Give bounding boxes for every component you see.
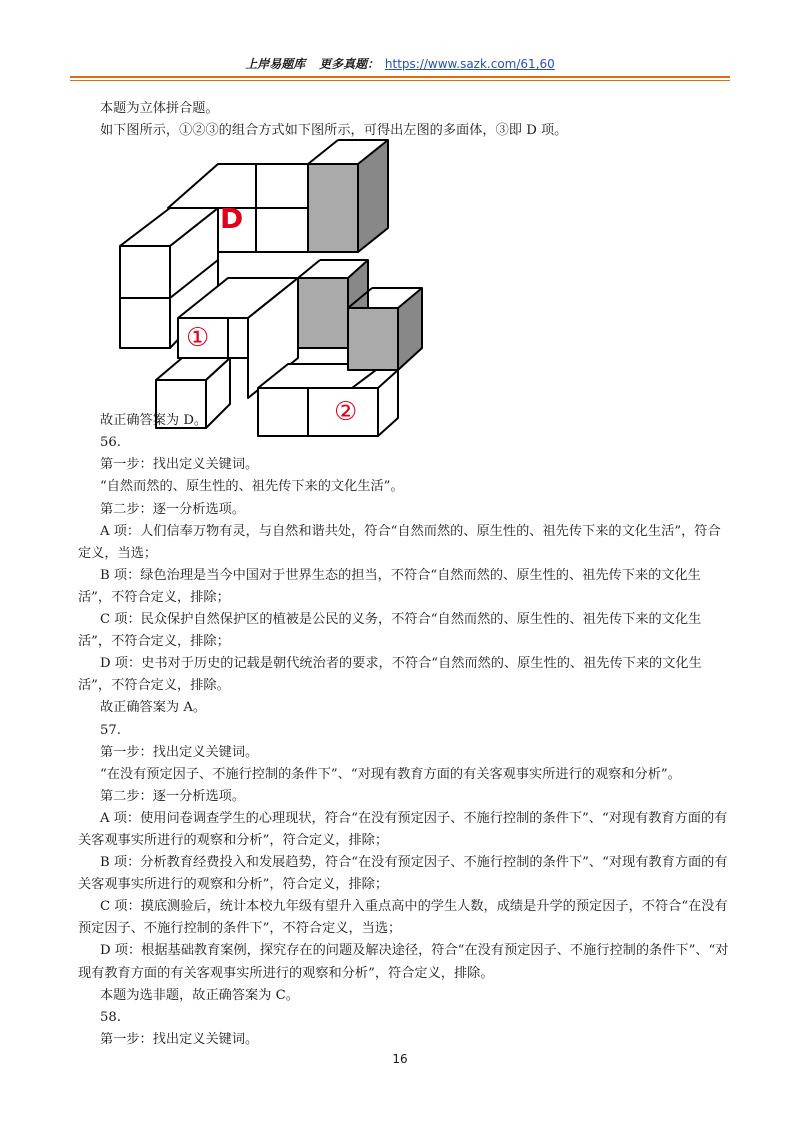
text-line: 第一步：找出定义关键词。 bbox=[100, 457, 259, 473]
text-line: 本题为选非题，故正确答案为 C。 bbox=[100, 987, 299, 1003]
page-header bbox=[70, 55, 730, 75]
text-line: 58. bbox=[100, 1009, 121, 1025]
text-line: 第一步：找出定义关键词。 bbox=[100, 1031, 259, 1047]
text-line: 本题为立体拼合题。 bbox=[100, 101, 219, 116]
text-line: A 项：人们信奉万物有灵，与自然和谐共处，符合“自然而然的、原生性的、祖先传下来的文化生活”，符合定义，当选； bbox=[78, 523, 721, 561]
page-number: 16 bbox=[392, 1052, 408, 1066]
text-line: D 项：史书对于历史的记载是朝代统治者的要求，不符合“自然而然的、原生性的、祖先传下来的文化生活”，不符合定义，排除。 bbox=[78, 656, 702, 694]
text-line: 故正确答案为 D。 bbox=[100, 413, 208, 429]
label-2: ② bbox=[334, 397, 358, 428]
text-line: C 项：民众保护自然保护区的植被是公民的义务，不符合“自然而然的、原生性的、祖先传下来的文化生活”，不符合定义，排除； bbox=[78, 612, 702, 650]
header-brand: 上岸易题库 bbox=[245, 57, 306, 71]
text-line: “自然而然的、原生性的、祖先传下来的文化生活”。 bbox=[100, 479, 404, 495]
text-line: D 项：根据基础教育案例，探究存在的问题及解决途径，符合“在没有预定因子、不施行控制的条件下”、“对现有教育方面的有关客观事实所进行的观察和分析”，符合定义，排除。 bbox=[78, 943, 729, 981]
page-content bbox=[78, 98, 730, 1051]
text-line: 第二步：逐一分析选项。 bbox=[100, 788, 246, 804]
label-d: D bbox=[220, 202, 244, 236]
text-line: C 项：摸底测验后，统计本校九年级有望升入重点高中的学生人数，成绩是升学的预定因子，不符合“在没有预定因子、不施行控制的条件下”，不符合定义，当选； bbox=[78, 899, 728, 937]
header-more-label: 更多真题： bbox=[319, 57, 380, 71]
text-line: 第二步：逐一分析选项。 bbox=[100, 501, 246, 517]
header-link[interactable]: https://www.sazk.com/61,60 bbox=[384, 57, 555, 71]
text-line: A 项：使用问卷调查学生的心理现状，符合“在没有预定因子、不施行控制的条件下”、“对现有教育方面的有关客观事实所进行的观察和分析”，符合定义，排除； bbox=[78, 810, 728, 848]
header-rule-thin bbox=[70, 80, 730, 81]
header-rule bbox=[70, 76, 730, 78]
text-line: 如下图所示，①②③的组合方式如下图所示，可得出左图的多面体，③即 D 项。 bbox=[100, 123, 568, 139]
text-line: 第一步：找出定义关键词。 bbox=[100, 744, 259, 760]
text-line: 56. bbox=[100, 435, 121, 451]
text-line: B 项：绿色治理是当今中国对于世界生态的担当，不符合“自然而然的、原生性的、祖先传下来的文化生活”，不符合定义，排除； bbox=[78, 567, 701, 605]
text-line: 故正确答案为 A。 bbox=[100, 700, 207, 716]
text-line: “在没有预定因子、不施行控制的条件下”、“对现有教育方面的有关客观事实所进行的观察和分析”。 bbox=[100, 766, 681, 782]
text-line: 57. bbox=[100, 722, 121, 738]
label-1: ① bbox=[186, 323, 210, 354]
text-line: B 项：分析教育经费投入和发展趋势，符合“在没有预定因子、不施行控制的条件下”、“对现有教育方面的有关客观事实所进行的观察和分析”，符合定义，排除； bbox=[78, 855, 728, 893]
